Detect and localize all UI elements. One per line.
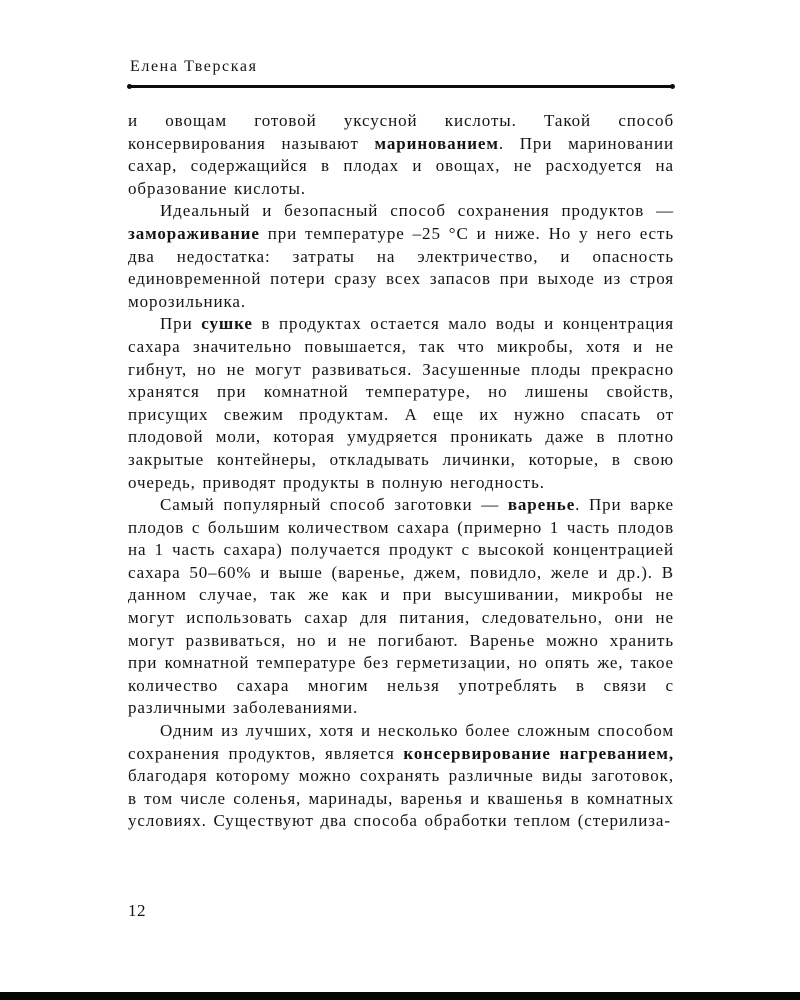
text-run: Идеальный и безопасный способ сохранения продуктов — <box>160 201 674 221</box>
paragraph <box>128 720 674 833</box>
page-header <box>128 58 674 88</box>
paragraph <box>128 110 674 200</box>
bold-term: маринованием <box>374 133 499 153</box>
paragraph <box>128 313 674 494</box>
bold-term: замораживание <box>128 223 260 243</box>
text-run: . При варке плодов с большим количеством сахара (примерно 1 часть плодов на 1 часть сахара) получается продукт с высокой концентрацией сахара 50–60% и выше (варенье, джем, повидло, желе и др.). В данном случае, так же как и при высушивании, микробы не могут использовать сахар для питания, следовательно, они не могут развиваться, но и не погибают. Варенье можно хранить при комнатной температуре без герметизации, но опять же, такое количество сахара многим нельзя употреблять в связи с различными заболеваниями. <box>128 495 674 718</box>
text-run: При <box>160 314 202 334</box>
bold-term: сушке <box>201 314 253 334</box>
bold-term: консервирование нагреванием, <box>403 743 674 763</box>
text-run: и овощам готовой уксусной кислоты. Такой способ консервирования называют <box>128 111 674 153</box>
running-header: Елена Тверская <box>130 58 258 75</box>
page-body <box>128 110 674 833</box>
scan-edge-bar <box>0 992 800 1000</box>
text-run: Одним из лучших, хотя и несколько более сложным способом сохранения продуктов, является <box>128 721 674 763</box>
bold-term: варенье <box>507 495 576 515</box>
header-rule <box>128 85 674 88</box>
text-run: при температуре –25 °С и ниже. Но у него есть два недостатка: затраты на электричество, и опасность единовременной потери сразу всех запасов при выходе из строя морозильника. <box>128 223 674 311</box>
text-run: благодаря которому можно сохранять различные виды заготовок, в том числе соленья, маринады, варенья и квашенья в комнатных условиях. Существуют два способа обработки теплом (стерилиза- <box>128 766 674 831</box>
paragraph <box>128 494 674 720</box>
page-number: 12 <box>128 901 146 920</box>
text-run: Самый популярный способ заготовки — <box>160 495 508 515</box>
paragraph <box>128 200 674 313</box>
text-run: в продуктах остается мало воды и концентрация сахара значительно повышается, так что микробы, хотя и не гибнут, но не могут развиваться. Засушенные плоды прекрасно хранятся при комнатной температуре, но лишены свойств, присущих свежим продуктам. А еще их нужно спасать от плодовой моли, которая умудряется проникать даже в плотно закрытые контейнеры, откладывать личинки, которые, в свою очередь, приводят продукты в полную негодность. <box>128 314 674 492</box>
text-run: . При мариновании сахар, содержащийся в плодах и овощах, не расходуется на образование кислоты. <box>128 133 674 198</box>
